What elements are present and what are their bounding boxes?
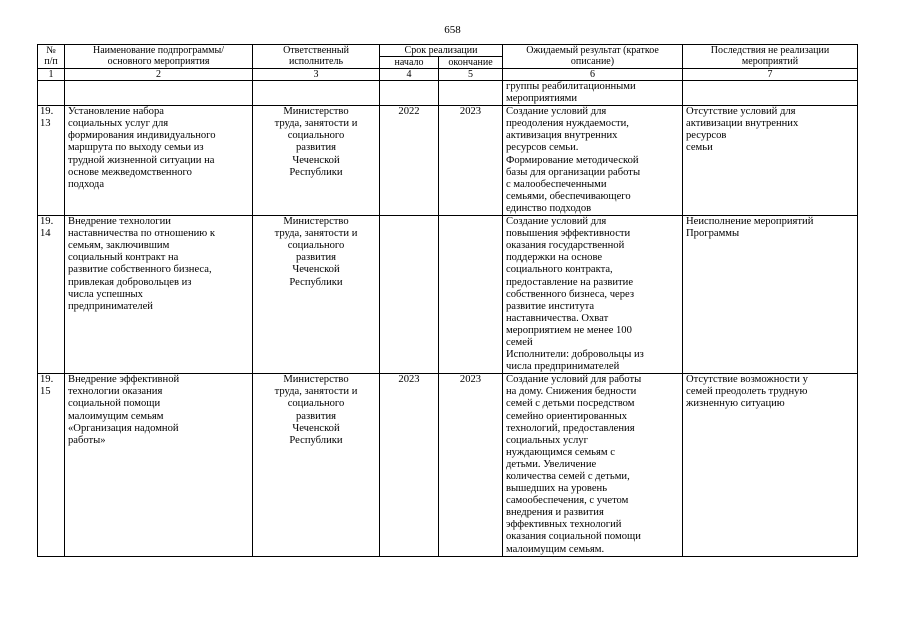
row-executor: Министерство труда, занятости и социального развития Чеченской Республики <box>253 216 380 374</box>
cell-empty <box>683 81 858 106</box>
page-number: 658 <box>444 24 461 36</box>
row-end: 2023 <box>439 106 503 216</box>
column-number: 1 <box>38 69 65 81</box>
row-executor: Министерство труда, занятости и социального развития Чеченской Республики <box>253 374 380 556</box>
program-table <box>37 44 858 557</box>
row-start: 2022 <box>380 106 439 216</box>
column-number: 7 <box>683 69 858 81</box>
header-period: Срок реализации <box>380 45 503 57</box>
row-consequence: Отсутствие возможности у семей преодолеть трудную жизненную ситуацию <box>683 374 858 556</box>
row-number: 19. 15 <box>38 374 65 556</box>
row-end <box>439 216 503 374</box>
continuation-result: группы реабилитационными мероприятиями <box>503 81 683 106</box>
column-number: 6 <box>503 69 683 81</box>
row-result: Создание условий для работы на дому. Снижения бедности семей с детьми посредством семейно ориентированных технологий, предоставления социальных услуг нуждающимся семьям с детьми. Увеличение количества семей с детьми, вышедших на уровень самообеспечения, с учетом внедрения и развития эффективных технологий оказания социальной помощи малоимущим семьям. <box>503 374 683 556</box>
header-executor: Ответственный исполнитель <box>253 45 380 69</box>
table-row <box>38 106 858 216</box>
row-consequence: Отсутствие условий для активизации внутренних ресурсов семьи <box>683 106 858 216</box>
row-executor: Министерство труда, занятости и социального развития Чеченской Республики <box>253 106 380 216</box>
row-name: Внедрение технологии наставничества по отношению к семьям, заключившим социальный контракт на развитие собственного бизнеса, привлекая добровольцев из числа успешных предпринимателей <box>65 216 253 374</box>
continuation-row <box>38 81 858 106</box>
header-row-1 <box>38 45 858 57</box>
row-start: 2023 <box>380 374 439 556</box>
row-name: Установление набора социальных услуг для формирования индивидуального маршрута по выходу семьи из трудной жизненной ситуации на основе межведомственного подхода <box>65 106 253 216</box>
row-end: 2023 <box>439 374 503 556</box>
cell-empty <box>253 81 380 106</box>
cell-empty <box>439 81 503 106</box>
column-number: 5 <box>439 69 503 81</box>
row-number: 19. 14 <box>38 216 65 374</box>
row-name: Внедрение эффективной технологии оказания социальной помощи малоимущим семьям «Организация надомной работы» <box>65 374 253 556</box>
cell-empty <box>38 81 65 106</box>
header-name: Наименование подпрограммы/ основного мероприятия <box>65 45 253 69</box>
header-consequence: Последствия не реализации мероприятий <box>683 45 858 69</box>
column-number: 2 <box>65 69 253 81</box>
row-result: Создание условий для повышения эффективности оказания государственной поддержки на основе социального контракта, предоставление на развитие собственного бизнеса, через развитие института наставничества. Охват мероприятием не менее 100 семей Исполнители: добровольцы из числа предпринимателей <box>503 216 683 374</box>
header-result: Ожидаемый результат (краткое описание) <box>503 45 683 69</box>
cell-empty <box>380 81 439 106</box>
table-row <box>38 374 858 556</box>
table-row <box>38 216 858 374</box>
row-consequence: Неисполнение мероприятий Программы <box>683 216 858 374</box>
row-result: Создание условий для преодоления нуждаемости, активизация внутренних ресурсов семьи. Формирование методической базы для организации работы с малообеспеченными семьями, обеспечивающего единство подходов <box>503 106 683 216</box>
header-number: № п/п <box>38 45 65 69</box>
column-number: 4 <box>380 69 439 81</box>
column-number: 3 <box>253 69 380 81</box>
header-start: начало <box>380 57 439 69</box>
column-number-row <box>38 69 858 81</box>
row-number: 19. 13 <box>38 106 65 216</box>
cell-empty <box>65 81 253 106</box>
header-end: окончание <box>439 57 503 69</box>
row-start <box>380 216 439 374</box>
